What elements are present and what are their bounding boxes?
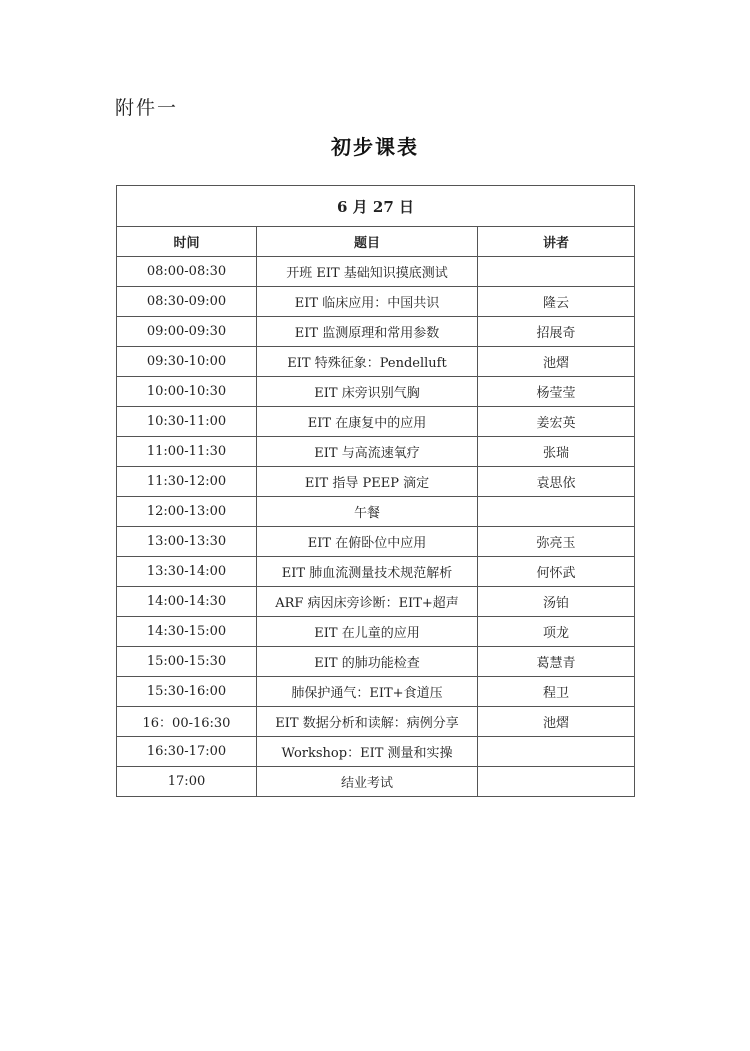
cell-speaker: 池熠 [478,347,635,377]
cell-speaker: 姜宏英 [478,407,635,437]
cell-time: 14:30-15:00 [117,617,257,647]
header-speaker: 讲者 [478,227,635,257]
cell-speaker: 杨莹莹 [478,377,635,407]
header-topic: 题目 [257,227,478,257]
attachment-label: 附件一 [115,97,179,119]
cell-topic: 午餐 [257,497,478,527]
header-time: 时间 [117,227,257,257]
cell-time: 09:30-10:00 [117,347,257,377]
cell-time: 08:00-08:30 [117,257,257,287]
cell-time: 15:00-15:30 [117,647,257,677]
cell-topic: EIT 肺血流测量技术规范解析 [257,557,478,587]
cell-time: 10:30-11:00 [117,407,257,437]
cell-time: 17:00 [117,767,257,797]
cell-time: 16：00-16:30 [117,707,257,737]
cell-time: 14:00-14:30 [117,587,257,617]
cell-time: 13:00-13:30 [117,527,257,557]
schedule-date: 6 月 27 日 [117,186,635,227]
cell-speaker [478,737,635,767]
header-row [117,227,635,257]
cell-topic: 结业考试 [257,767,478,797]
table-row [117,587,635,617]
cell-speaker: 汤铂 [478,587,635,617]
cell-topic: Workshop：EIT 测量和实操 [257,737,478,767]
table-row [117,557,635,587]
cell-speaker [478,767,635,797]
cell-topic: EIT 临床应用：中国共识 [257,287,478,317]
cell-time: 11:30-12:00 [117,467,257,497]
cell-speaker: 程卫 [478,677,635,707]
table-row [117,377,635,407]
cell-time: 12:00-13:00 [117,497,257,527]
table-row [117,257,635,287]
table-row [117,677,635,707]
cell-speaker [478,497,635,527]
table-row [117,647,635,677]
cell-time: 09:00-09:30 [117,317,257,347]
cell-speaker: 弥亮玉 [478,527,635,557]
cell-topic: EIT 特殊征象：Pendelluft [257,347,478,377]
cell-speaker: 何怀武 [478,557,635,587]
cell-speaker: 池熠 [478,707,635,737]
cell-time: 10:00-10:30 [117,377,257,407]
cell-topic: EIT 指导 PEEP 滴定 [257,467,478,497]
document-title: 初步课表 [331,135,419,159]
cell-topic: EIT 的肺功能检查 [257,647,478,677]
cell-speaker: 隆云 [478,287,635,317]
cell-topic: EIT 在儿童的应用 [257,617,478,647]
table-row [117,407,635,437]
cell-speaker [478,257,635,287]
cell-topic: EIT 床旁识别气胸 [257,377,478,407]
cell-topic: EIT 在俯卧位中应用 [257,527,478,557]
table-row [117,767,635,797]
cell-speaker: 张瑞 [478,437,635,467]
table-row [117,317,635,347]
date-row [117,186,635,227]
schedule-body [117,257,635,797]
cell-topic: 肺保护通气：EIT+食道压 [257,677,478,707]
cell-time: 13:30-14:00 [117,557,257,587]
cell-topic: EIT 在康复中的应用 [257,407,478,437]
cell-time: 11:00-11:30 [117,437,257,467]
schedule-table [116,185,635,797]
cell-topic: 开班 EIT 基础知识摸底测试 [257,257,478,287]
table-row [117,467,635,497]
cell-topic: EIT 与高流速氧疗 [257,437,478,467]
cell-topic: EIT 监测原理和常用参数 [257,317,478,347]
table-row [117,617,635,647]
cell-speaker: 招展奇 [478,317,635,347]
table-row [117,347,635,377]
cell-speaker: 葛慧青 [478,647,635,677]
cell-speaker: 袁思依 [478,467,635,497]
cell-topic: EIT 数据分析和读解：病例分享 [257,707,478,737]
cell-speaker: 项龙 [478,617,635,647]
table-row [117,287,635,317]
table-row [117,707,635,737]
table-row [117,437,635,467]
cell-time: 16:30-17:00 [117,737,257,767]
cell-time: 15:30-16:00 [117,677,257,707]
table-row [117,527,635,557]
cell-topic: ARF 病因床旁诊断：EIT+超声 [257,587,478,617]
cell-time: 08:30-09:00 [117,287,257,317]
table-row [117,497,635,527]
table-row [117,737,635,767]
